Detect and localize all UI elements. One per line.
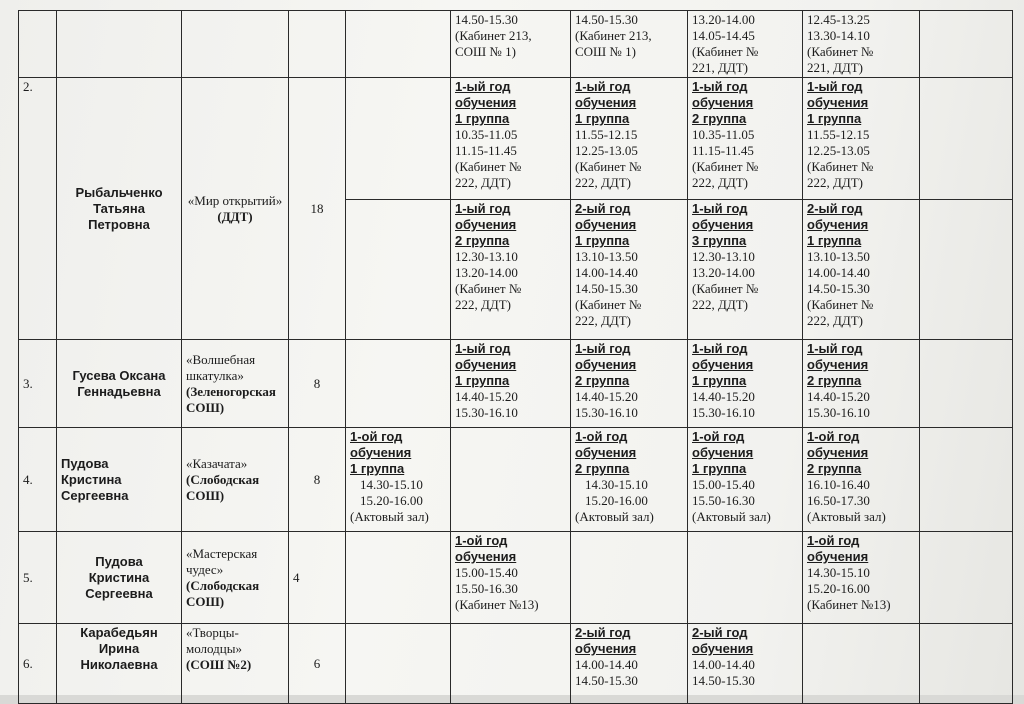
cell-mon xyxy=(346,624,451,704)
row-number: 2. xyxy=(23,79,33,94)
group-heading: 1-ый год xyxy=(807,79,863,94)
cell-thu xyxy=(688,532,803,624)
cell-count xyxy=(289,78,346,340)
cell-mon xyxy=(346,340,451,428)
cell-num xyxy=(19,78,57,340)
cell-sat xyxy=(920,78,1013,200)
group-heading: 2-ый год xyxy=(575,201,631,216)
group-heading: обучения xyxy=(575,641,637,656)
room-text: (Кабинет № xyxy=(692,159,759,174)
group-heading: обучения xyxy=(455,95,517,110)
cell-association xyxy=(182,428,289,532)
group-heading: обучения xyxy=(692,95,754,110)
teacher-name: Николаевна xyxy=(80,657,158,672)
group-heading: обучения xyxy=(807,549,869,564)
group-heading: 1 группа xyxy=(575,233,630,248)
time-text: 14.00-14.40 xyxy=(807,265,870,280)
cell-tue xyxy=(451,11,571,78)
time-text: 14.40-15.20 xyxy=(575,389,638,404)
table-row xyxy=(19,78,1013,200)
time-text: 11.15-11.45 xyxy=(455,143,517,158)
group-heading: 1 группа xyxy=(692,461,747,476)
time-text: 10.35-11.05 xyxy=(692,127,755,142)
time-text: 15.50-16.30 xyxy=(455,581,518,596)
time-text: 13.20-14.00 xyxy=(455,265,518,280)
group-heading: 1-ой год xyxy=(575,429,628,444)
cell-tue xyxy=(451,78,571,200)
group-heading: 2-ый год xyxy=(692,625,748,640)
group-heading: 1 группа xyxy=(350,461,405,476)
teacher-name: Кристина xyxy=(61,471,122,487)
time-text: 14.30-15.10 xyxy=(807,565,870,580)
time-text: 11.55-12.15 xyxy=(807,127,870,142)
room-text: (Кабинет № xyxy=(692,281,759,296)
group-heading: обучения xyxy=(692,357,754,372)
cell-count xyxy=(289,11,346,78)
room-text: (Кабинет № xyxy=(807,159,874,174)
time-text: 14.50-15.30 xyxy=(807,281,870,296)
group-heading: обучения xyxy=(575,357,637,372)
group-heading: 1-ый год xyxy=(455,201,511,216)
group-heading: 1-ый год xyxy=(455,341,511,356)
cell-wed xyxy=(571,78,688,200)
cell-fri xyxy=(803,11,920,78)
group-heading: 1 группа xyxy=(575,111,630,126)
cell-wed xyxy=(571,340,688,428)
cell-num xyxy=(19,11,57,78)
cell-wed xyxy=(571,200,688,340)
time-text: 14.30-15.10 xyxy=(360,477,423,492)
time-text: 13.10-13.50 xyxy=(807,249,870,264)
cell-thu xyxy=(688,200,803,340)
cell-fri xyxy=(803,340,920,428)
cell-tue xyxy=(451,428,571,532)
group-heading: обучения xyxy=(807,217,869,232)
time-text: 14.40-15.20 xyxy=(807,389,870,404)
room-text: 222, ДДТ) xyxy=(455,297,512,312)
time-text: 15.20-16.00 xyxy=(807,581,870,596)
cell-mon xyxy=(346,428,451,532)
time-text: 13.20-14.00 xyxy=(692,12,755,27)
cell-num xyxy=(19,340,57,428)
cell-wed xyxy=(571,624,688,704)
association-name: «Казачата» xyxy=(186,455,248,471)
student-count: 8 xyxy=(313,471,321,487)
row-number: 3. xyxy=(23,375,33,391)
cell-sat xyxy=(920,428,1013,532)
group-heading: 2-ый год xyxy=(575,625,631,640)
room-text: (Актовый зал) xyxy=(692,509,771,524)
row-number: 5. xyxy=(23,569,33,585)
teacher-name: Сергеевна xyxy=(61,487,129,503)
group-heading: 2-ый год xyxy=(807,201,863,216)
cell-wed xyxy=(571,11,688,78)
teacher-name: Пудова xyxy=(61,455,109,471)
group-heading: 3 группа xyxy=(692,233,747,248)
room-text: (Кабинет 213, xyxy=(455,28,532,43)
time-text: 15.30-16.10 xyxy=(575,405,638,420)
group-heading: 1 группа xyxy=(692,373,747,388)
group-heading: 1-ой год xyxy=(692,429,745,444)
room-text: (Кабинет 213, xyxy=(575,28,652,43)
group-heading: 2 группа xyxy=(692,111,747,126)
cell-sat xyxy=(920,11,1013,78)
cell-thu xyxy=(688,11,803,78)
association-name: «Творцы-молодцы» xyxy=(186,625,242,656)
room-text: 222, ДДТ) xyxy=(807,313,864,328)
teacher-name: Ирина xyxy=(98,641,140,656)
cell-count xyxy=(289,340,346,428)
time-text: 11.15-11.45 xyxy=(692,143,754,158)
student-count: 8 xyxy=(313,375,321,391)
time-text: 12.25-13.05 xyxy=(575,143,638,158)
cell-count xyxy=(289,532,346,624)
room-text: СОШ № 1) xyxy=(575,44,636,59)
time-text: 13.20-14.00 xyxy=(692,265,755,280)
cell-fri xyxy=(803,428,920,532)
time-text: 14.30-15.10 xyxy=(585,477,648,492)
group-heading: обучения xyxy=(575,95,637,110)
room-text: (Актовый зал) xyxy=(575,509,654,524)
time-text: 15.50-16.30 xyxy=(692,493,755,508)
group-heading: 1-ой год xyxy=(455,533,508,548)
time-text: 14.00-14.40 xyxy=(692,657,755,672)
group-heading: 2 группа xyxy=(807,373,862,388)
cell-mon xyxy=(346,532,451,624)
time-text: 15.20-16.00 xyxy=(585,493,648,508)
cell-tue xyxy=(451,624,571,704)
venue-name: (ДДТ) xyxy=(217,208,253,224)
group-heading: обучения xyxy=(455,549,517,564)
cell-teacher xyxy=(57,624,182,704)
association-name: «Мастерская чудес» xyxy=(186,545,258,577)
association-name: «Мир открытий» xyxy=(187,192,283,208)
row-number: 6. xyxy=(23,655,33,671)
room-text: (Кабинет №13) xyxy=(807,597,891,612)
group-heading: 1 группа xyxy=(807,111,862,126)
room-text: (Актовый зал) xyxy=(350,509,429,524)
cell-fri xyxy=(803,624,920,704)
room-text: (Кабинет № xyxy=(807,44,874,59)
cell-tue xyxy=(451,532,571,624)
cell-mon xyxy=(346,200,451,340)
venue-name: (Зеленогорская СОШ) xyxy=(186,383,276,415)
room-text: СОШ № 1) xyxy=(455,44,516,59)
teacher-name: Рыбальченко xyxy=(75,184,163,200)
room-text: (Кабинет № xyxy=(807,297,874,312)
cell-association xyxy=(182,11,289,78)
cell-wed xyxy=(571,428,688,532)
cell-thu xyxy=(688,624,803,704)
cell-association xyxy=(182,340,289,428)
cell-teacher xyxy=(57,340,182,428)
room-text: 222, ДДТ) xyxy=(575,313,632,328)
group-heading: 2 группа xyxy=(807,461,862,476)
group-heading: 1 группа xyxy=(807,233,862,248)
room-text: 222, ДДТ) xyxy=(692,297,749,312)
time-text: 14.00-14.40 xyxy=(575,657,638,672)
time-text: 15.30-16.10 xyxy=(692,405,755,420)
group-heading: 1-ый год xyxy=(455,79,511,94)
room-text: (Кабинет № xyxy=(455,159,522,174)
cell-sat xyxy=(920,340,1013,428)
teacher-name: Сергеевна xyxy=(85,585,153,601)
cell-tue xyxy=(451,200,571,340)
venue-name: (СОШ №2) xyxy=(186,657,252,672)
table-row xyxy=(19,428,1013,532)
cell-wed xyxy=(571,532,688,624)
table-row xyxy=(19,532,1013,624)
group-heading: 2 группа xyxy=(575,461,630,476)
group-heading: обучения xyxy=(692,217,754,232)
venue-name: (Слободская СОШ) xyxy=(186,577,260,609)
time-text: 15.00-15.40 xyxy=(455,565,518,580)
teacher-name: Пудова xyxy=(95,553,143,569)
time-text: 14.50-15.30 xyxy=(575,281,638,296)
group-heading: 1-ой год xyxy=(807,429,860,444)
group-heading: 1-ый год xyxy=(692,201,748,216)
group-heading: 1-ый год xyxy=(692,341,748,356)
group-heading: 1-ый год xyxy=(575,79,631,94)
table-row xyxy=(19,11,1013,78)
room-text: (Кабинет № xyxy=(575,159,642,174)
teacher-name: Гусева Оксана xyxy=(72,367,166,383)
room-text: 222, ДДТ) xyxy=(455,175,512,190)
group-heading: 1-ый год xyxy=(575,341,631,356)
cell-sat xyxy=(920,532,1013,624)
group-heading: 1-ый год xyxy=(692,79,748,94)
cell-association xyxy=(182,532,289,624)
teacher-name: Татьяна xyxy=(93,200,145,216)
table-row xyxy=(19,340,1013,428)
group-heading: 1 группа xyxy=(455,111,510,126)
time-text: 12.30-13.10 xyxy=(692,249,755,264)
teacher-name: Карабедьян xyxy=(80,625,158,640)
group-heading: обучения xyxy=(692,641,754,656)
room-text: 221, ДДТ) xyxy=(807,60,864,75)
time-text: 15.20-16.00 xyxy=(360,493,423,508)
cell-association xyxy=(182,624,289,704)
time-text: 13.10-13.50 xyxy=(575,249,638,264)
group-heading: обучения xyxy=(350,445,412,460)
cell-tue xyxy=(451,340,571,428)
time-text: 14.50-15.30 xyxy=(575,12,638,27)
cell-thu xyxy=(688,340,803,428)
group-heading: 1-ый год xyxy=(807,341,863,356)
group-heading: обучения xyxy=(692,445,754,460)
time-text: 15.30-16.10 xyxy=(455,405,518,420)
student-count: 6 xyxy=(313,655,321,671)
group-heading: 2 группа xyxy=(455,233,510,248)
cell-sat xyxy=(920,200,1013,340)
group-heading: обучения xyxy=(807,445,869,460)
table-row xyxy=(19,624,1013,704)
row-number: 4. xyxy=(23,471,33,487)
group-heading: обучения xyxy=(807,95,869,110)
teacher-name: Петровна xyxy=(88,216,150,232)
cell-thu xyxy=(688,78,803,200)
time-text: 14.00-14.40 xyxy=(575,265,638,280)
room-text: 222, ДДТ) xyxy=(807,175,864,190)
schedule-table xyxy=(18,10,1013,704)
room-text: (Кабинет № xyxy=(692,44,759,59)
cell-fri xyxy=(803,78,920,200)
cell-num xyxy=(19,624,57,704)
time-text: 16.10-16.40 xyxy=(807,477,870,492)
cell-mon xyxy=(346,11,451,78)
room-text: (Кабинет №13) xyxy=(455,597,539,612)
cell-thu xyxy=(688,428,803,532)
time-text: 13.30-14.10 xyxy=(807,28,870,43)
room-text: 221, ДДТ) xyxy=(692,60,749,75)
group-heading: 2 группа xyxy=(575,373,630,388)
teacher-name: Геннадьевна xyxy=(77,383,161,399)
time-text: 11.55-12.15 xyxy=(575,127,638,142)
time-text: 15.30-16.10 xyxy=(807,405,870,420)
cell-teacher xyxy=(57,428,182,532)
room-text: (Кабинет № xyxy=(455,281,522,296)
group-heading: обучения xyxy=(575,445,637,460)
room-text: 222, ДДТ) xyxy=(692,175,749,190)
time-text: 12.30-13.10 xyxy=(455,249,518,264)
room-text: 222, ДДТ) xyxy=(575,175,632,190)
time-text: 12.45-13.25 xyxy=(807,12,870,27)
cell-association xyxy=(182,78,289,340)
group-heading: 1-ой год xyxy=(807,533,860,548)
cell-count xyxy=(289,624,346,704)
group-heading: обучения xyxy=(575,217,637,232)
time-text: 14.50-15.30 xyxy=(692,673,755,688)
room-text: (Кабинет № xyxy=(575,297,642,312)
time-text: 14.40-15.20 xyxy=(692,389,755,404)
group-heading: 1-ой год xyxy=(350,429,403,444)
cell-teacher xyxy=(57,11,182,78)
cell-teacher xyxy=(57,78,182,340)
association-name: «Волшебная шкатулка» xyxy=(186,351,256,383)
cell-teacher xyxy=(57,532,182,624)
teacher-name: Кристина xyxy=(88,569,150,585)
cell-sat xyxy=(920,624,1013,704)
group-heading: обучения xyxy=(455,357,517,372)
cell-num xyxy=(19,532,57,624)
time-text: 16.50-17.30 xyxy=(807,493,870,508)
venue-name: (Слободская СОШ) xyxy=(186,471,260,503)
time-text: 15.00-15.40 xyxy=(692,477,755,492)
group-heading: обучения xyxy=(455,217,517,232)
student-count: 18 xyxy=(310,200,324,216)
cell-fri xyxy=(803,532,920,624)
time-text: 14.50-15.30 xyxy=(575,673,638,688)
group-heading: 1 группа xyxy=(455,373,510,388)
group-heading: обучения xyxy=(807,357,869,372)
cell-count xyxy=(289,428,346,532)
time-text: 14.40-15.20 xyxy=(455,389,518,404)
cell-num xyxy=(19,428,57,532)
time-text: 12.25-13.05 xyxy=(807,143,870,158)
cell-mon xyxy=(346,78,451,200)
time-text: 14.50-15.30 xyxy=(455,12,518,27)
cell-fri xyxy=(803,200,920,340)
student-count: 4 xyxy=(293,569,300,585)
room-text: (Актовый зал) xyxy=(807,509,886,524)
time-text: 10.35-11.05 xyxy=(455,127,518,142)
time-text: 14.05-14.45 xyxy=(692,28,755,43)
